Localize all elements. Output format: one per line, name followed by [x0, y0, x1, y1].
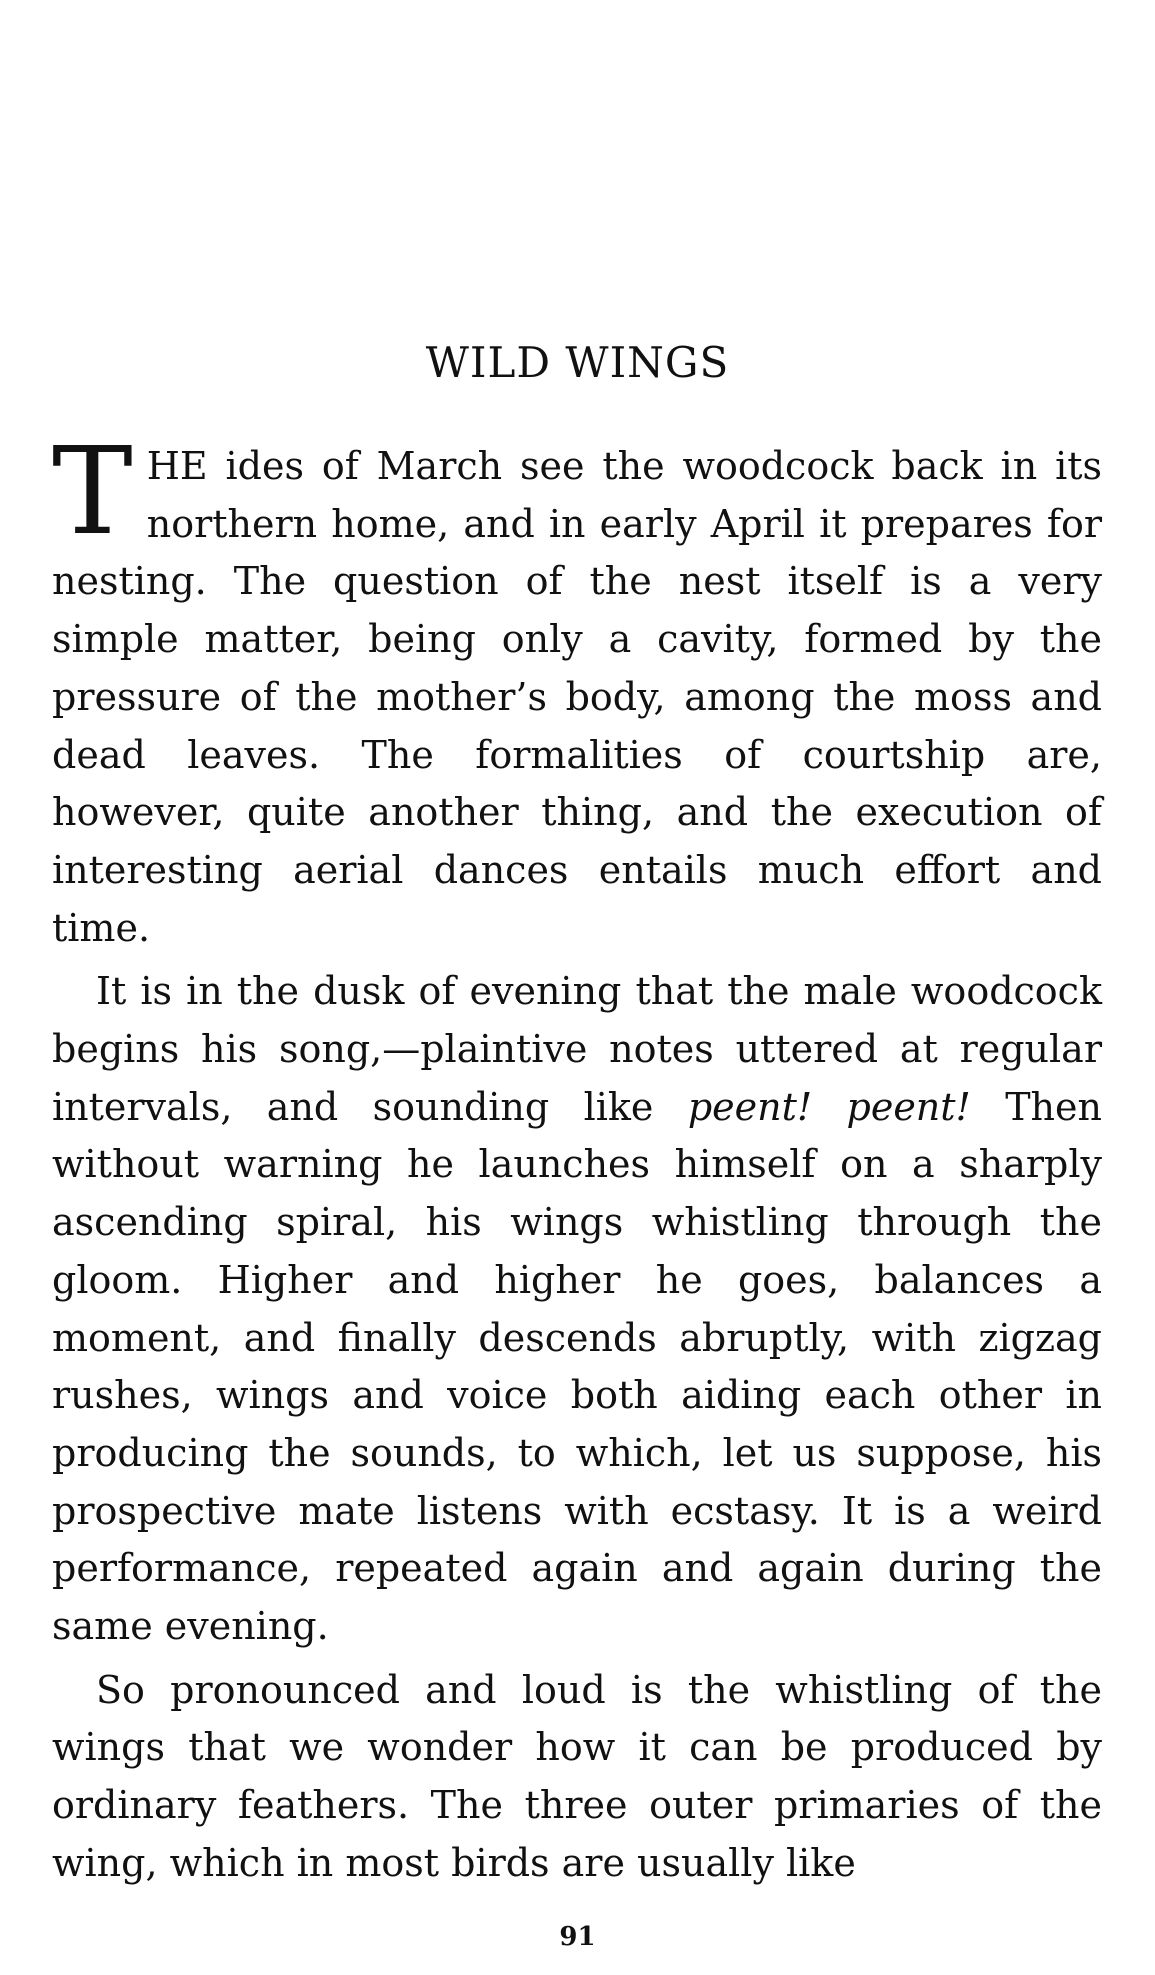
body-text	[52, 421, 1102, 1893]
paragraph-2-text-before: It is in the dusk of evening that the male woodcock begins his song,—plaintive notes uttered at regular intervals, and sounding like	[52, 969, 1102, 1129]
page-number: 91	[559, 1922, 596, 1952]
chapter-title: WILD WINGS	[425, 338, 730, 387]
paragraph-1-text: HE ides of March see the woodcock back in its northern home, and in early April it prepares for nesting. The question of the nest itself is a very simple matter, being only a cavity, formed by the pressure of the mother’s body, among the moss and dead leaves. The formalities of courtship are, however, quite another thing, and the execution of interesting aerial dances entails much effort and time.	[52, 444, 1102, 950]
drop-cap: T	[52, 421, 133, 562]
paragraph-2	[52, 963, 1102, 1655]
paragraph-3	[52, 1662, 1102, 1893]
paragraph-2-text-after: Then without warning he launches himself on a sharply ascending spiral, his wings whistling through the gloom. Higher and higher he goes, balances a moment, and finally descends abruptly, with zigzag rushes, wings and voice both aiding each other in producing the sounds, to which, let us suppose, his prospective mate listens with ecstasy. It is a weird performance, repeated again and again during the same evening.	[52, 1084, 1102, 1649]
paragraph-1	[52, 421, 1102, 957]
paragraph-3-text: So pronounced and loud is the whistling of the wings that we wonder how it can be produced by ordinary feathers. The three outer primaries of the wing, which in most birds are usually like	[52, 1667, 1102, 1885]
paragraph-2-emphasis: peent! peent!	[687, 1084, 971, 1129]
